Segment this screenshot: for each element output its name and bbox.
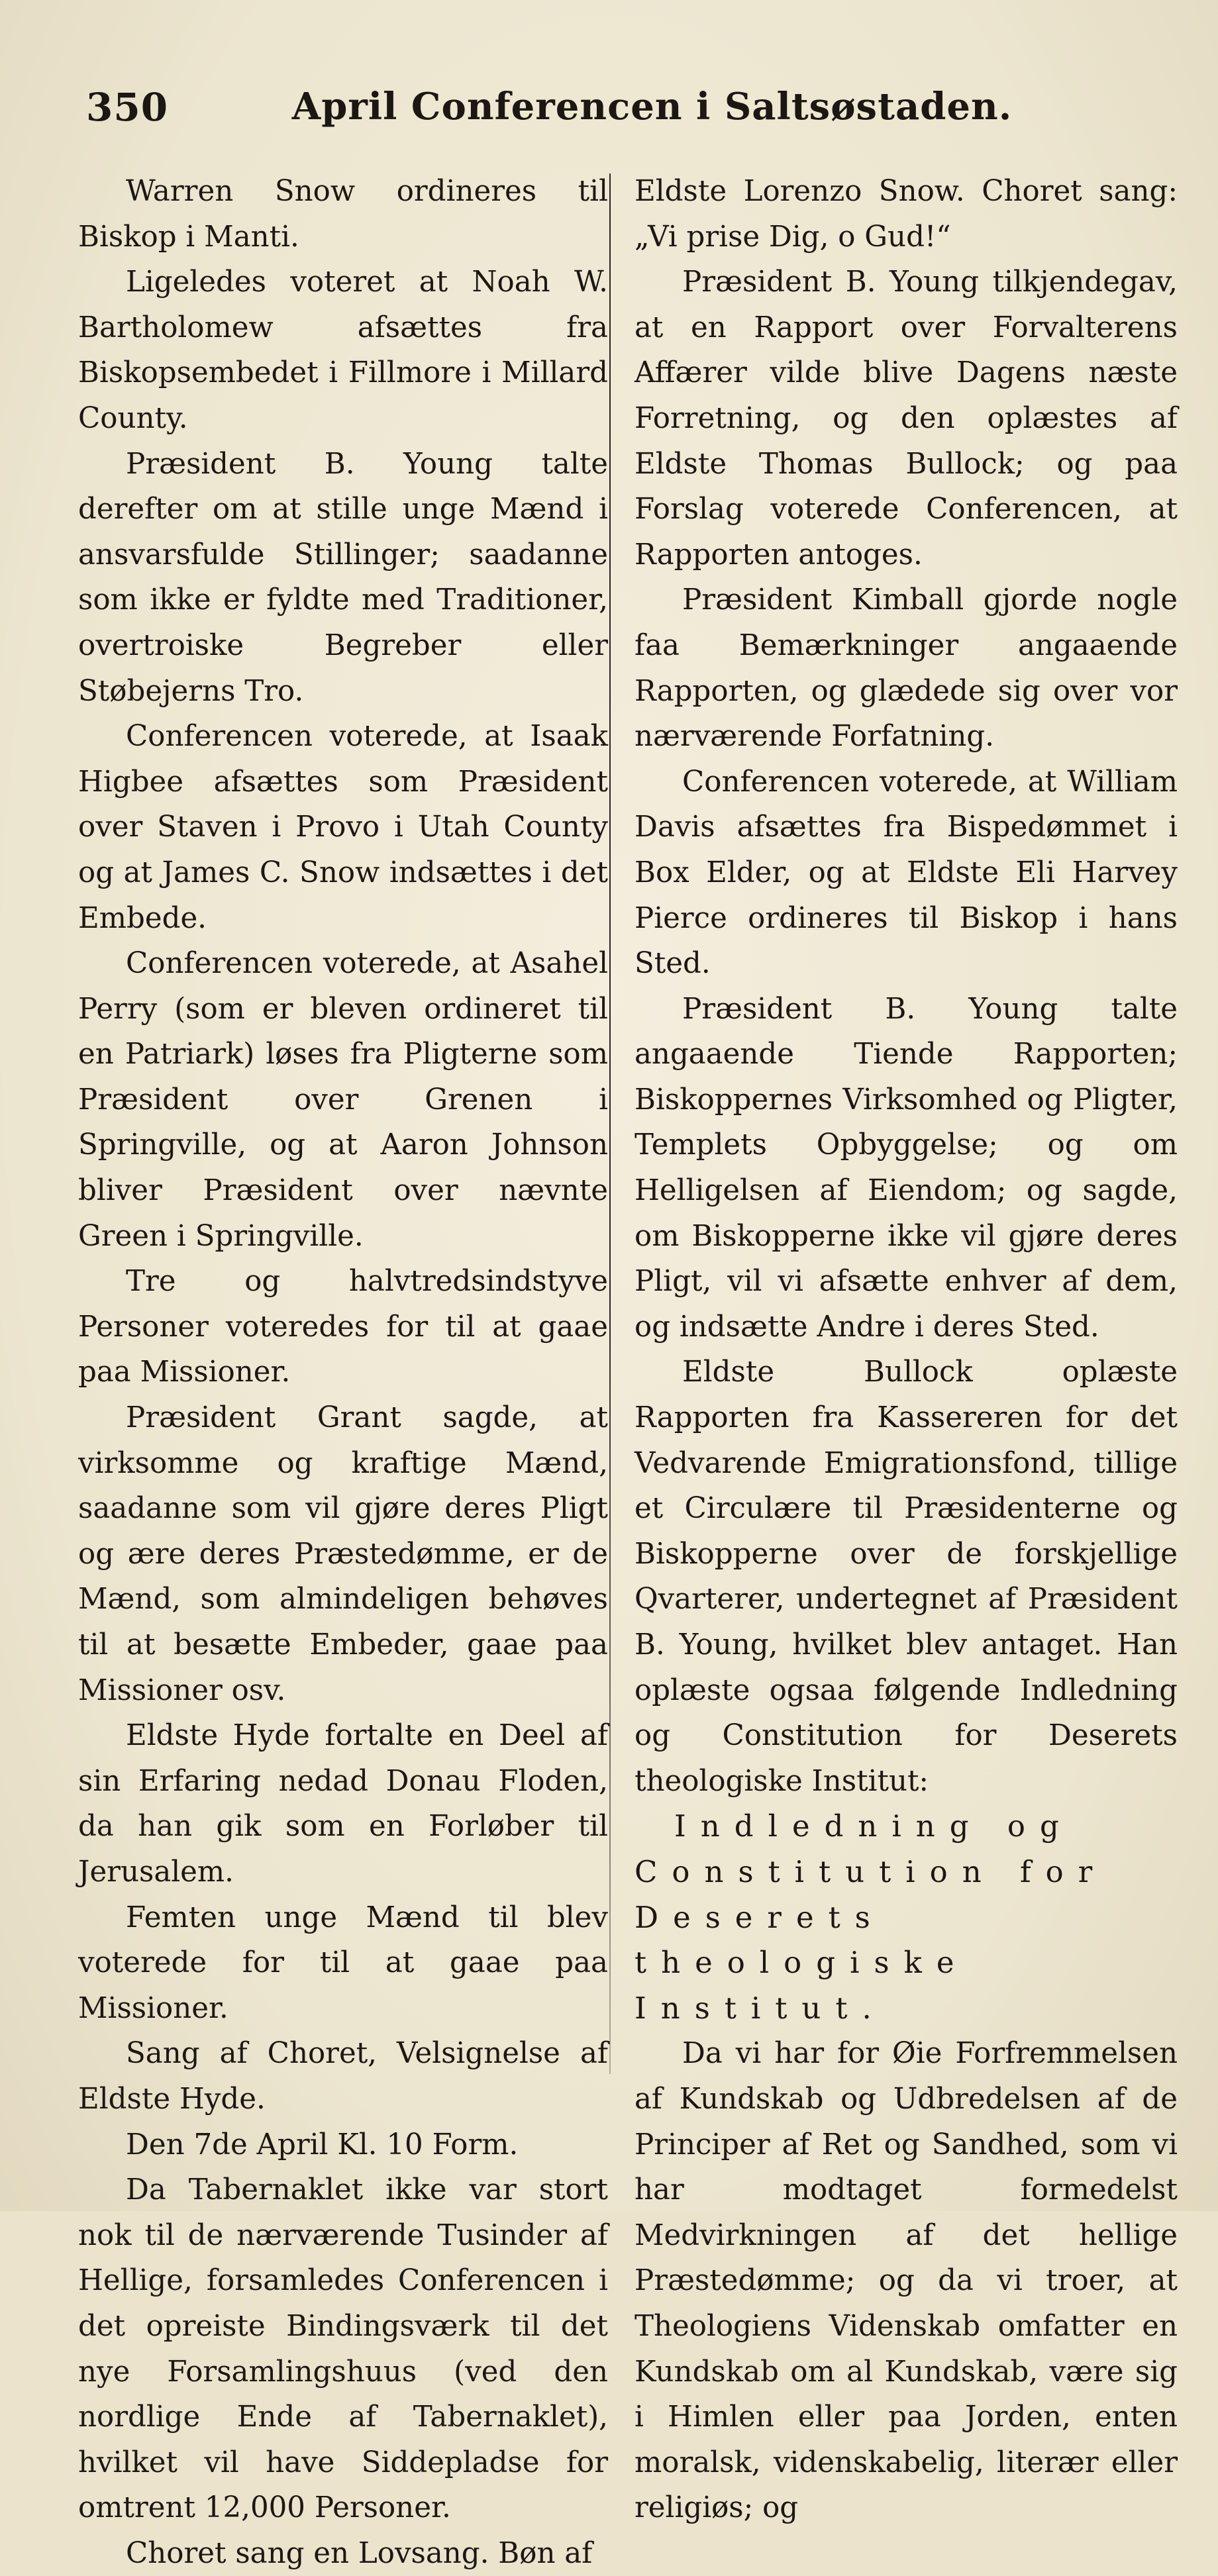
paragraph: Da vi har for Øie Forfremmelsen af Kundskab og Udbredelsen af de Principer af Ret og Sandhed, som vi har modtaget formedelst Medvirkningen af det hellige Præstedømme; og da vi troer, at Theologiens Videnskab omfatter en Kundskab om al Kundskab, være sig i Himlen eller paa Jorden, enten moralsk, videnskabelig, literær eller religiøs; og xyxy=(634,2037,1178,2525)
section-heading: Indledning og Constitution for Deserets theologiske Institut. xyxy=(634,1808,1107,2026)
paragraph: Warren Snow ordineres til Biskop i Manti. xyxy=(78,175,608,254)
paragraph: Choret sang en Lovsang. Bøn af xyxy=(126,2536,593,2570)
paragraph: Conferencen voterede, at William Davis afsættes fra Bispedømmet i Box Elder, og at Eldste Eli Harvey Pierce ordineres til Biskop i hans Sted. xyxy=(634,765,1178,981)
paragraph: Præsident B. Young talte angaaende Tiende Rapporten; Biskoppernes Virksomhed og Pligter, Templets Opbyggelse; og om Helligelsen af Eiendom; og sagde, om Biskopperne ikke vil gjøre deres Pligt, vil vi afsætte enhver af dem, og indsætte Andre i deres Sted. xyxy=(634,992,1178,1344)
running-title: April Conferencen i Saltsøstaden. xyxy=(291,85,1013,128)
date-line: Den 7de April Kl. 10 Form. xyxy=(126,2128,519,2161)
paragraph: Præsident Kimball gjorde nogle faa Bemærkninger angaaende Rapporten, og glædede sig over vor nærværende Forfatning. xyxy=(634,583,1178,754)
paragraph: Conferencen voterede, at Isaak Higbee afsættes som Præsident over Staven i Provo i Utah County og at James C. Snow indsættes i det Embede. xyxy=(78,720,608,935)
continuation-paragraph: Eldste Lorenzo Snow. Choret sang: „Vi prise Dig, o Gud!“ xyxy=(634,175,1178,254)
paragraph: Præsident B. Young talte derefter om at stille unge Mænd i ansvarsfulde Stillinger; saadanne som ikke er fyldte med Traditioner, overtroiske Begreber eller Støbejerns Tro. xyxy=(78,447,608,708)
paragraph: Femten unge Mænd til blev voterede for til at gaae paa Missioner. xyxy=(78,1901,608,2025)
page-header xyxy=(86,85,1139,144)
paragraph: Sang af Choret, Velsignelse af Eldste Hyde. xyxy=(78,2037,608,2116)
left-column xyxy=(78,169,608,2576)
paragraph: Da Tabernaklet ikke var stort nok til de nærværende Tusinder af Hellige, forsamledes Conferencen i det opreiste Bindingsværk til det nye Forsamlingshuus (ved den nordlige Ende af Tabernaklet), hvilket vil have Siddepladse for omtrent 12,000 Personer. xyxy=(78,2173,608,2525)
right-column xyxy=(634,169,1178,2531)
column-divider xyxy=(609,173,611,2074)
paragraph: Tre og halvtredsindstyve Personer voteredes for til at gaae paa Missioner. xyxy=(78,1265,608,1389)
paragraph: Præsident Grant sagde, at virksomme og kraftige Mænd, saadanne som vil gjøre deres Pligt og ære deres Præstedømme, er de Mænd, som almindeligen behøves til at besætte Embeder, gaae paa Missioner osv. xyxy=(78,1401,608,1707)
page-number: 350 xyxy=(86,85,169,130)
paragraph: Conferencen voterede, at Asahel Perry (som er bleven ordineret til en Patriark) løses fra Pligterne som Præsident over Grenen i Springville, og at Aaron Johnson bliver Præsident over nævnte Green i Springville. xyxy=(78,947,608,1253)
paragraph: Præsident B. Young tilkjendegav, at en Rapport over Forvalterens Affærer vilde blive Dagens næste Forretning, og den oplæstes af Eldste Thomas Bullock; og paa Forslag voterede Conferencen, at Rapporten antoges. xyxy=(634,266,1178,571)
paragraph: Ligeledes voteret at Noah W. Bartholomew afsættes fra Biskopsembedet i Fillmore i Millard County. xyxy=(78,266,608,435)
paragraph: Eldste Hyde fortalte en Deel af sin Erfaring nedad Donau Floden, da han gik som en Forløber til Jerusalem. xyxy=(78,1719,608,1889)
paragraph: Eldste Bullock oplæste Rapporten fra Kassereren for det Vedvarende Emigrationsfond, tillige et Circulære til Præsidenterne og Biskopperne over de forskjellige Qvarterer, undertegnet af Præsident B. Young, hvilket blev antaget. Han oplæste ogsaa følgende Indledning og Constitution for Deserets theologiske Institut: xyxy=(634,1356,1178,1798)
